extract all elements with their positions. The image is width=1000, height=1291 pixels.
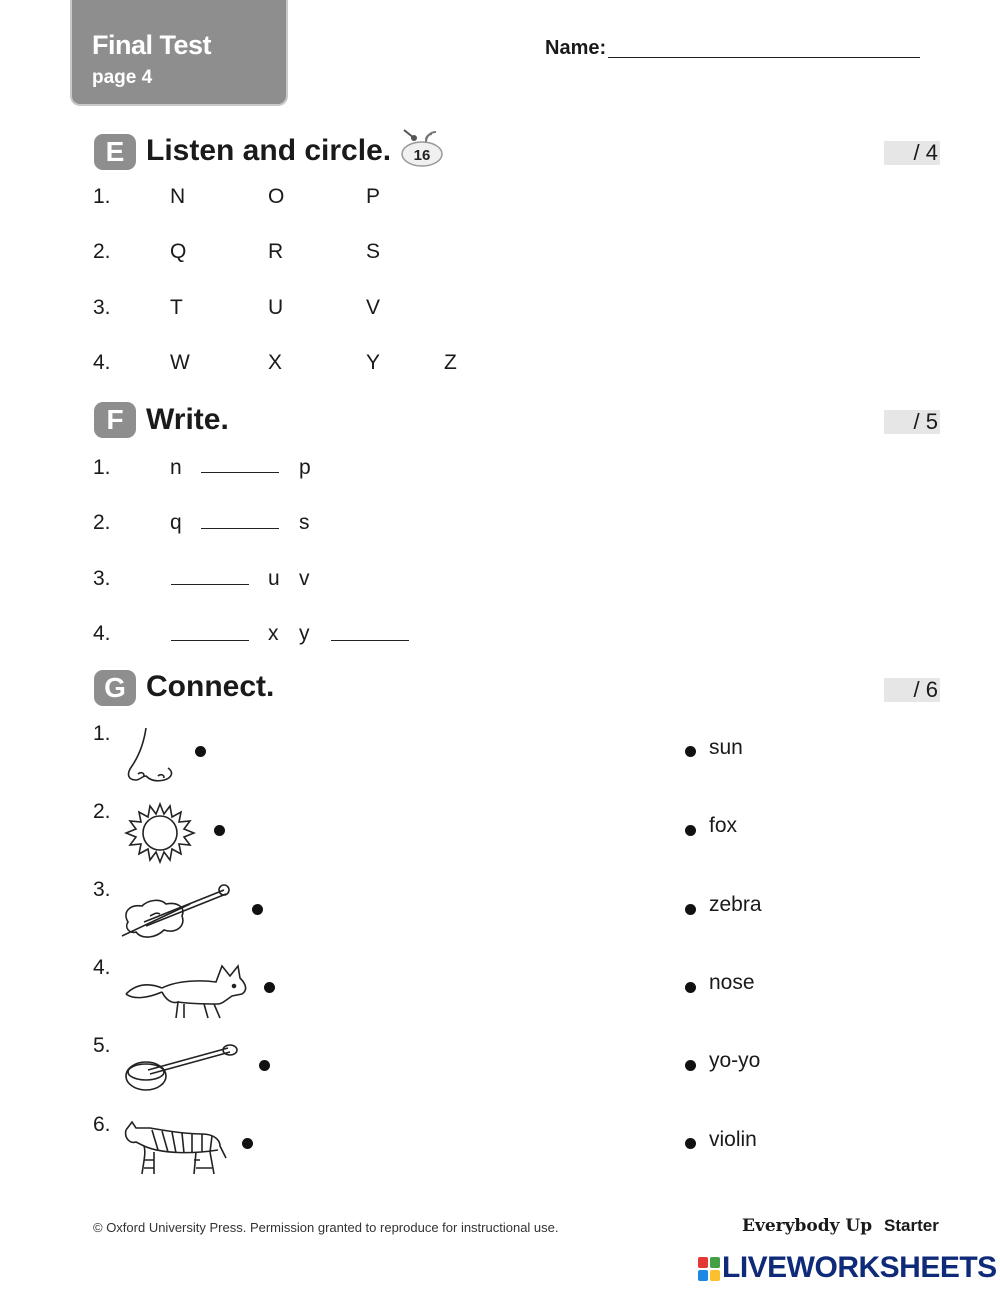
row-number: 6. bbox=[93, 1113, 111, 1136]
given-letter: v bbox=[299, 567, 310, 590]
connect-dot-picture[interactable] bbox=[214, 825, 225, 836]
section-e-title: Listen and circle. bbox=[146, 134, 392, 167]
series-name: Everybody Up bbox=[742, 1216, 873, 1236]
connect-dot-picture[interactable] bbox=[259, 1060, 270, 1071]
letter-choice[interactable]: N bbox=[170, 185, 186, 208]
answer-blank[interactable] bbox=[201, 506, 279, 529]
row-number: 3. bbox=[93, 567, 111, 590]
given-letter: n bbox=[170, 456, 182, 479]
violin-icon bbox=[120, 882, 232, 942]
given-letter: u bbox=[268, 567, 280, 590]
section-f-badge: F bbox=[94, 402, 136, 438]
audio-track-icon[interactable] bbox=[398, 126, 446, 168]
word-option: fox bbox=[709, 814, 738, 837]
row-number: 2. bbox=[93, 511, 111, 534]
connect-dot-word[interactable] bbox=[685, 746, 696, 757]
given-letter: y bbox=[299, 622, 310, 645]
nose-icon bbox=[122, 726, 182, 786]
yo-yo-icon bbox=[124, 1040, 244, 1096]
letter-choice[interactable]: R bbox=[268, 240, 284, 263]
letter-choice[interactable]: O bbox=[268, 185, 285, 208]
section-e-score: / 4 bbox=[884, 141, 940, 165]
row-number: 1. bbox=[93, 722, 111, 745]
sun-icon bbox=[124, 802, 196, 864]
connect-dot-picture[interactable] bbox=[264, 982, 275, 993]
series-label bbox=[742, 1216, 939, 1236]
test-title: Final Test bbox=[92, 30, 212, 60]
row-number: 4. bbox=[93, 351, 111, 374]
given-letter: p bbox=[299, 456, 311, 479]
section-g-badge: G bbox=[94, 670, 136, 706]
row-number: 2. bbox=[93, 800, 111, 823]
series-level: Starter bbox=[884, 1216, 939, 1235]
connect-dot-word[interactable] bbox=[685, 982, 696, 993]
word-option: nose bbox=[709, 971, 755, 994]
copyright-notice: © Oxford University Press. Permission granted to reproduce for instructional use. bbox=[93, 1220, 559, 1235]
letter-choice[interactable]: Q bbox=[170, 240, 187, 263]
letter-choice[interactable]: X bbox=[268, 351, 283, 374]
word-option: violin bbox=[709, 1128, 757, 1151]
answer-blank[interactable] bbox=[171, 618, 249, 641]
row-number: 4. bbox=[93, 956, 111, 979]
letter-choice[interactable]: V bbox=[366, 296, 381, 319]
row-number: 2. bbox=[93, 240, 111, 263]
section-e-badge: E bbox=[94, 134, 136, 170]
letter-choice[interactable]: U bbox=[268, 296, 284, 319]
word-option: sun bbox=[709, 736, 743, 759]
letter-choice[interactable]: S bbox=[366, 240, 381, 263]
connect-dot-word[interactable] bbox=[685, 904, 696, 915]
section-f-score: / 5 bbox=[884, 410, 940, 434]
section-g-score: / 6 bbox=[884, 678, 940, 702]
connect-dot-word[interactable] bbox=[685, 1138, 696, 1149]
section-f-title: Write. bbox=[146, 403, 229, 436]
connect-dot-picture[interactable] bbox=[195, 746, 206, 757]
given-letter: q bbox=[170, 511, 182, 534]
letter-choice[interactable]: Y bbox=[366, 351, 381, 374]
word-option: zebra bbox=[709, 893, 762, 916]
page-number: page 4 bbox=[92, 67, 153, 88]
connect-dot-word[interactable] bbox=[685, 1060, 696, 1071]
row-number: 3. bbox=[93, 296, 111, 319]
section-g-title: Connect. bbox=[146, 670, 275, 703]
letter-choice[interactable]: W bbox=[170, 351, 190, 374]
fox-icon bbox=[122, 960, 252, 1022]
letter-choice[interactable]: T bbox=[170, 296, 183, 319]
answer-blank[interactable] bbox=[171, 562, 249, 585]
name-label: Name: bbox=[545, 37, 607, 59]
row-number: 1. bbox=[93, 185, 111, 208]
name-field[interactable] bbox=[608, 57, 920, 58]
zebra-icon bbox=[122, 1116, 230, 1178]
word-option: yo-yo bbox=[709, 1049, 761, 1072]
liveworksheets-logo-icon bbox=[698, 1257, 720, 1281]
given-letter: s bbox=[299, 511, 310, 534]
answer-blank[interactable] bbox=[201, 450, 279, 473]
row-number: 3. bbox=[93, 878, 111, 901]
connect-dot-picture[interactable] bbox=[252, 904, 263, 915]
track-number: 16 bbox=[413, 147, 431, 164]
liveworksheets-brand[interactable]: LIVEWORKSHEETS bbox=[722, 1251, 997, 1284]
letter-choice[interactable]: Z bbox=[444, 351, 457, 374]
given-letter: x bbox=[268, 622, 279, 645]
connect-dot-picture[interactable] bbox=[242, 1138, 253, 1149]
row-number: 5. bbox=[93, 1034, 111, 1057]
connect-dot-word[interactable] bbox=[685, 825, 696, 836]
row-number: 4. bbox=[93, 622, 111, 645]
letter-choice[interactable]: P bbox=[366, 185, 381, 208]
answer-blank[interactable] bbox=[331, 618, 409, 641]
row-number: 1. bbox=[93, 456, 111, 479]
